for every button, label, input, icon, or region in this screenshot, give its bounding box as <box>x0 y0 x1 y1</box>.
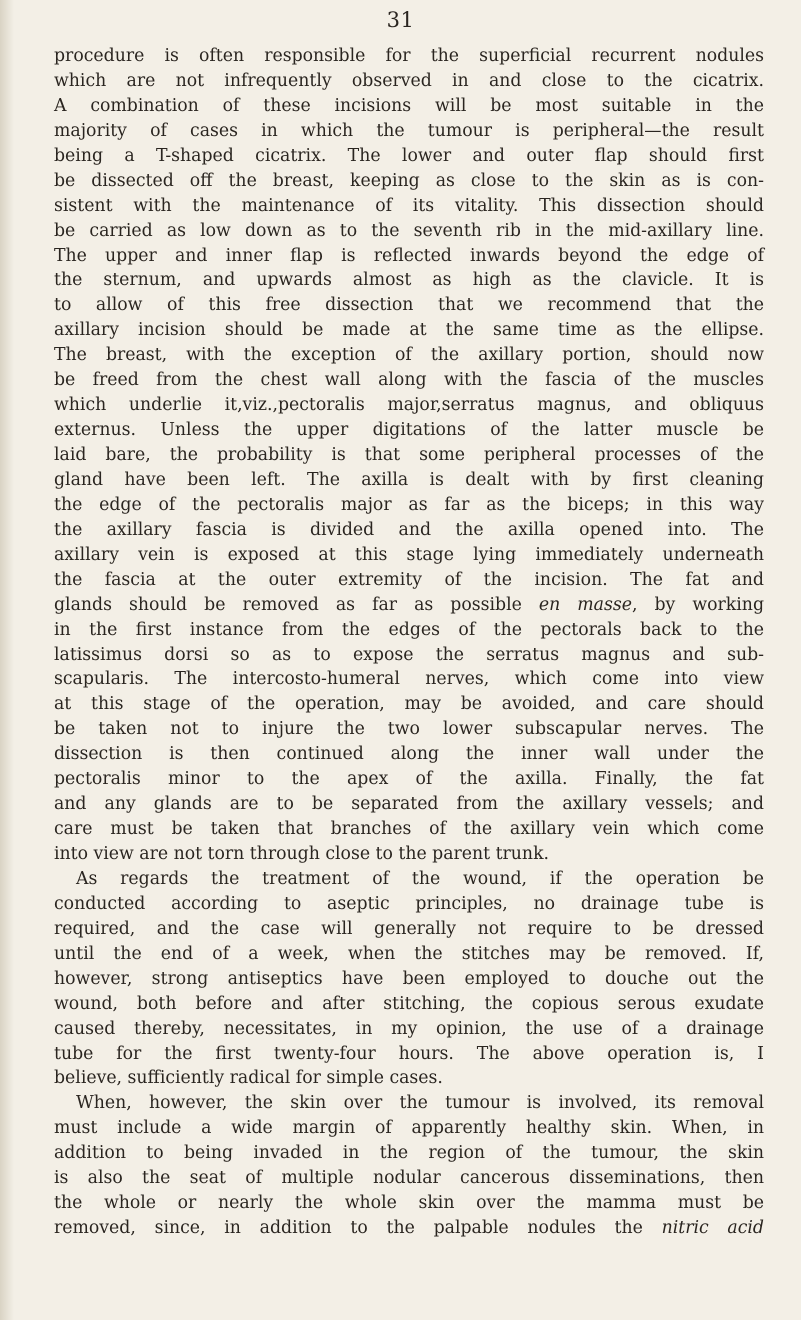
text-line: care must be taken that branches of the axillary vein which come <box>54 819 764 840</box>
text-line: A combination of these incisions will be most suitable in the <box>54 95 764 116</box>
text-line: addition to being invaded in the region of the tumour, the skin <box>54 1143 764 1164</box>
text-line: When, however, the skin over the tumour is involved, its removal <box>76 1093 764 1114</box>
text-line: laid bare, the probability is that some peripheral processes of the <box>54 445 764 465</box>
page-edge-shadow <box>0 0 14 1320</box>
text-line: into view are not torn through close to the parent trunk. <box>54 844 550 864</box>
text-line: required, and the case will generally not require to be dressed <box>54 918 764 939</box>
text-line: gland have been left. The axilla is dealt with by first cleaning <box>54 469 764 490</box>
body-text <box>54 44 764 1241</box>
text-line: and any glands are to be separated from the axillary vessels; and <box>54 794 764 815</box>
text-line: scapularis. The intercosto-humeral nerves, which come into view <box>54 669 764 690</box>
text-line: axillary incision should be made at the same time as the ellipse. <box>54 320 764 341</box>
text-line: which underlie it,viz.,pectoralis major,serratus magnus, and obliquus <box>54 395 764 416</box>
text-line: the fascia at the outer extremity of the incision. The fat and <box>54 569 764 590</box>
text-line: however, strong antiseptics have been employed to douche out the <box>54 968 764 989</box>
text-line: at this stage of the operation, may be avoided, and care should <box>54 694 764 715</box>
text-line: the axillary fascia is divided and the axilla opened into. The <box>54 519 764 540</box>
text-line: The breast, with the exception of the axillary portion, should now <box>54 345 764 366</box>
text-line: must include a wide margin of apparently healthy skin. When, in <box>54 1118 764 1139</box>
text-line: to allow of this free dissection that we recommend that the <box>54 295 764 316</box>
text-line: the sternum, and upwards almost as high as the clavicle. It is <box>54 270 764 291</box>
text-line-en-masse <box>54 593 764 618</box>
text-line: in the first instance from the edges of the pectorals back to the <box>54 619 764 640</box>
text-line: be taken not to injure the two lower subscapular nerves. The <box>54 719 764 740</box>
text-line: majority of cases in which the tumour is peripheral—the result <box>54 120 764 141</box>
text-line: caused thereby, necessitates, in my opinion, the use of a drainage <box>54 1018 764 1039</box>
text-line-nitric-acid <box>54 1216 764 1241</box>
text-line: which are not infrequently observed in and close to the cicatrix. <box>54 70 764 91</box>
text-line: is also the seat of multiple nodular cancerous disseminations, then <box>54 1168 764 1189</box>
text-line: be dissected off the breast, keeping as close to the skin as is con- <box>54 170 764 191</box>
text-line: externus. Unless the upper digitations of the latter muscle be <box>54 420 764 441</box>
text-line: dissection is then continued along the inner wall under the <box>54 744 764 765</box>
italic-en-masse: en masse <box>538 594 632 615</box>
text-line: tube for the first twenty-four hours. The above operation is, I <box>54 1043 764 1064</box>
text-line: be carried as low down as to the seventh rib in the mid-axillary line. <box>54 220 764 241</box>
text-segment: removed, since, in addition to the palpable nodules the <box>54 1218 643 1239</box>
text-line: axillary vein is exposed at this stage lying immediately underneath <box>54 544 764 565</box>
italic-nitric-acid: nitric acid <box>661 1218 764 1239</box>
text-segment: glands should be removed as far as possible <box>54 594 522 615</box>
text-line: being a T-shaped cicatrix. The lower and outer flap should first <box>54 145 764 166</box>
text-line: procedure is often responsible for the superficial recurrent nodules <box>54 46 764 66</box>
text-line: believe, sufficiently radical for simple cases. <box>54 1068 443 1089</box>
text-line: sistent with the maintenance of its vitality. This dissection should <box>54 195 764 216</box>
text-line: be freed from the chest wall along with the fascia of the muscles <box>54 370 764 391</box>
text-line: pectoralis minor to the apex of the axilla. Finally, the fat <box>54 769 764 790</box>
text-segment: , by working <box>631 594 765 615</box>
text-line: until the end of a week, when the stitches may be removed. If, <box>54 943 764 964</box>
text-line: the edge of the pectoralis major as far as the biceps; in this way <box>54 494 764 515</box>
page-number: 31 <box>386 8 415 32</box>
text-line: the whole or nearly the whole skin over the mamma must be <box>54 1193 764 1214</box>
text-line: latissimus dorsi so as to expose the serratus magnus and sub- <box>54 644 764 665</box>
text-line: conducted according to aseptic principles, no drainage tube is <box>54 893 764 914</box>
text-line: The upper and inner flap is reflected inwards beyond the edge of <box>54 245 764 266</box>
text-line: As regards the treatment of the wound, if the operation be <box>76 868 764 889</box>
text-line: wound, both before and after stitching, the copious serous exudate <box>54 993 764 1014</box>
